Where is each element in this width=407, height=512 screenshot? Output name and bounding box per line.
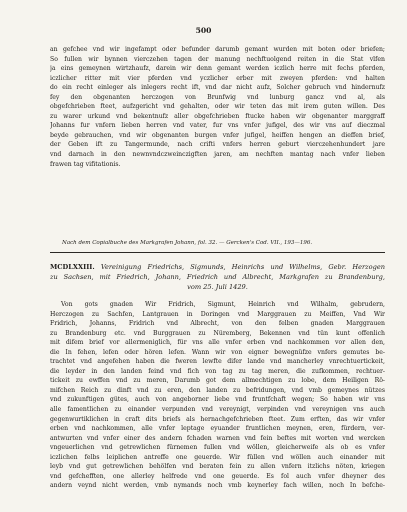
text-line: obgefchrieben fteet, aufzgericht vnd gehalten, oder wir teten das mit irem guten willen. Des — [50, 103, 385, 111]
text-line: gegenwurtiklichen in craft dits briefs als hernachgefchrieben fteet. Zum erften, das wir vnfer — [50, 415, 385, 423]
heading-date: vom 25. Juli 1429. — [187, 283, 248, 292]
text-line: die In fehen, lefen oder hören lefen. Wann wir von eigner bewegnüfze vnfers gemutes be- — [50, 348, 385, 356]
text-line: Herczogen zu Sachfen, Lantgrauen in Doringen vnd Marggrauen zu Meiffen, Vnd Wir — [50, 310, 385, 318]
text-line: antwurten vnd vnfer einer des andern fchaden warnen vnd fein beftes mit worten vnd wercken — [50, 434, 385, 442]
text-line: alle famentlichen zu einander verpunden vnd vereynigt, verpinden vnd vereynigen vns auch — [50, 406, 385, 414]
text-line: iczlicher ritter mit vier pferden vnd yczlicher erber mit zweyen pferden: vnd halten — [50, 74, 385, 82]
text-line: ja eins gemeynen wirtzhaufz, darein wir denn gemant werden iczlich herre mit fechs pferden, — [50, 65, 385, 73]
heading-text: Vereinigung Friedrichs, Sigmunds, Heinrichs und Wilhelms, Gebr. Herzogen — [100, 263, 385, 271]
text-line: erben vnd nachkommen, alle vnfer leptage eyuander fruntlichen meynen, eren, fürdern, ver- — [50, 425, 385, 433]
text-line: vnd gefchefften, one allerley helfrede vnd one geuerde. Es fol auch vnfer dheyner des — [50, 472, 385, 480]
text-line: zu Brandenburg etc. vnd Burggrauen zu Nüremberg, Bekennen vnd tün kunt offenlich — [50, 329, 385, 337]
text-line: vngeuerlichen vnd getrewlichen fürnemen fullen vnd wöllen, gleicherweife als ob es vnfer — [50, 444, 385, 452]
text-line: an gefchee vnd wir ingefampt oder befunder darumb gemant wurden mit boten oder briefen; — [50, 46, 385, 53]
text-line: leyb vnd gut getrewlichen behölfen vnd beraten fein zu allen vnfern itzlichs nöten, kriegen — [50, 463, 385, 471]
text-line: tickeit zu ewffen vnd zu meren, Darumb got dem allmechtigen zu lobe, dem Heiligen Rö- — [50, 377, 385, 385]
text-line: Johanns fur vnfern lieben herren vnd vater, fur vns vnfer jufigel, des wir vns auf dieczmal — [50, 122, 385, 130]
text-line: Fridrich, Johanns, Fridrich vnd Albrecht, von den felben gnaden Marggrauen — [50, 320, 385, 328]
text-line: zu warer urkund vnd bekentnufz aller obgefchrieben ftucke haben wir obgenanter marggraff — [50, 112, 385, 120]
text-line: So fullen wir bynnen vierczehen tagen der manung nechftuolgend reiten in die Stat vlfen — [50, 55, 385, 63]
text-line: mifchen Reich zu dinft vnd zu eren, den landen zu befridungen, vnd vmb gemeynes nützes — [50, 386, 385, 394]
document-heading — [50, 262, 385, 293]
source-citation: Nach dem Copialbuche des Markgrafen Johann, fol. 32. — Gercken's Cod. VII., 193—196. — [62, 240, 313, 246]
text-line: Von gots gnaden Wir Fridrich, Sigmunt, Heinrich vnd Wilhalm, gebrudern, — [61, 301, 385, 308]
text-line: iczlichen felbs leiplichen antreffe one geuerde. Wir füllen vnd wöllen auch einander mit — [50, 453, 385, 461]
text-line: andern veynd nicht werden, vmb nymands noch vmb keynerley fach willen, noch In befche- — [50, 482, 385, 490]
page-number: 500 — [195, 26, 212, 35]
top-paragraph — [50, 45, 385, 169]
text-line: vnd darnach in den newnvndczweinczigften jaren, am nechften mantag nach vnfer lieben — [50, 151, 385, 159]
document-number: MCDLXXIII. — [50, 263, 95, 271]
text-line: beyde gebrauchen, vnd wir obgenanten burgen vnfer jufigel, heiffen hengen an dieffen brief, — [50, 131, 385, 139]
heading-line-2: zu Sachsen, mit Friedrich, Johann, Friedrich und Albrecht, Markgrafen zu Brandenburg, — [50, 273, 385, 282]
heading-line-1 — [50, 262, 385, 272]
text-line: do ein recht einleger als inlegers recht ift, vnd dar nicht aufz, Solcher gebruch vnd hindernufz — [50, 84, 385, 92]
body-paragraph — [50, 300, 385, 491]
text-line: frawen tag vifitationis. — [50, 160, 121, 168]
text-line: vnd zukunftigen gütes, auch von angeborner liebe vnd fruntfchaft wegen; So haben wir vns — [50, 396, 385, 404]
text-line: der Geben ift zu Tangermunde, nach crifti vnfers herren geburt vierczehenhundert jare — [50, 141, 385, 149]
text-line: fey den obgenanten herczogen von Brunfwig vnd lunburg gancz vnd al, als — [50, 93, 385, 101]
section-divider — [50, 252, 385, 253]
text-line: trachtet vnd angefehen haben die fweren lewfte difer lande vnd mancherley vnrechtuertickeit, — [50, 358, 385, 366]
text-line: mit difem brief vor allermeniglich, für vns alle vnfer erben vnd nachkommen vor allen den, — [50, 339, 385, 347]
text-line: die leyder in den landen feind vnd fich von tag zu tag meren, die zufkommen, rechtuer- — [50, 367, 385, 375]
